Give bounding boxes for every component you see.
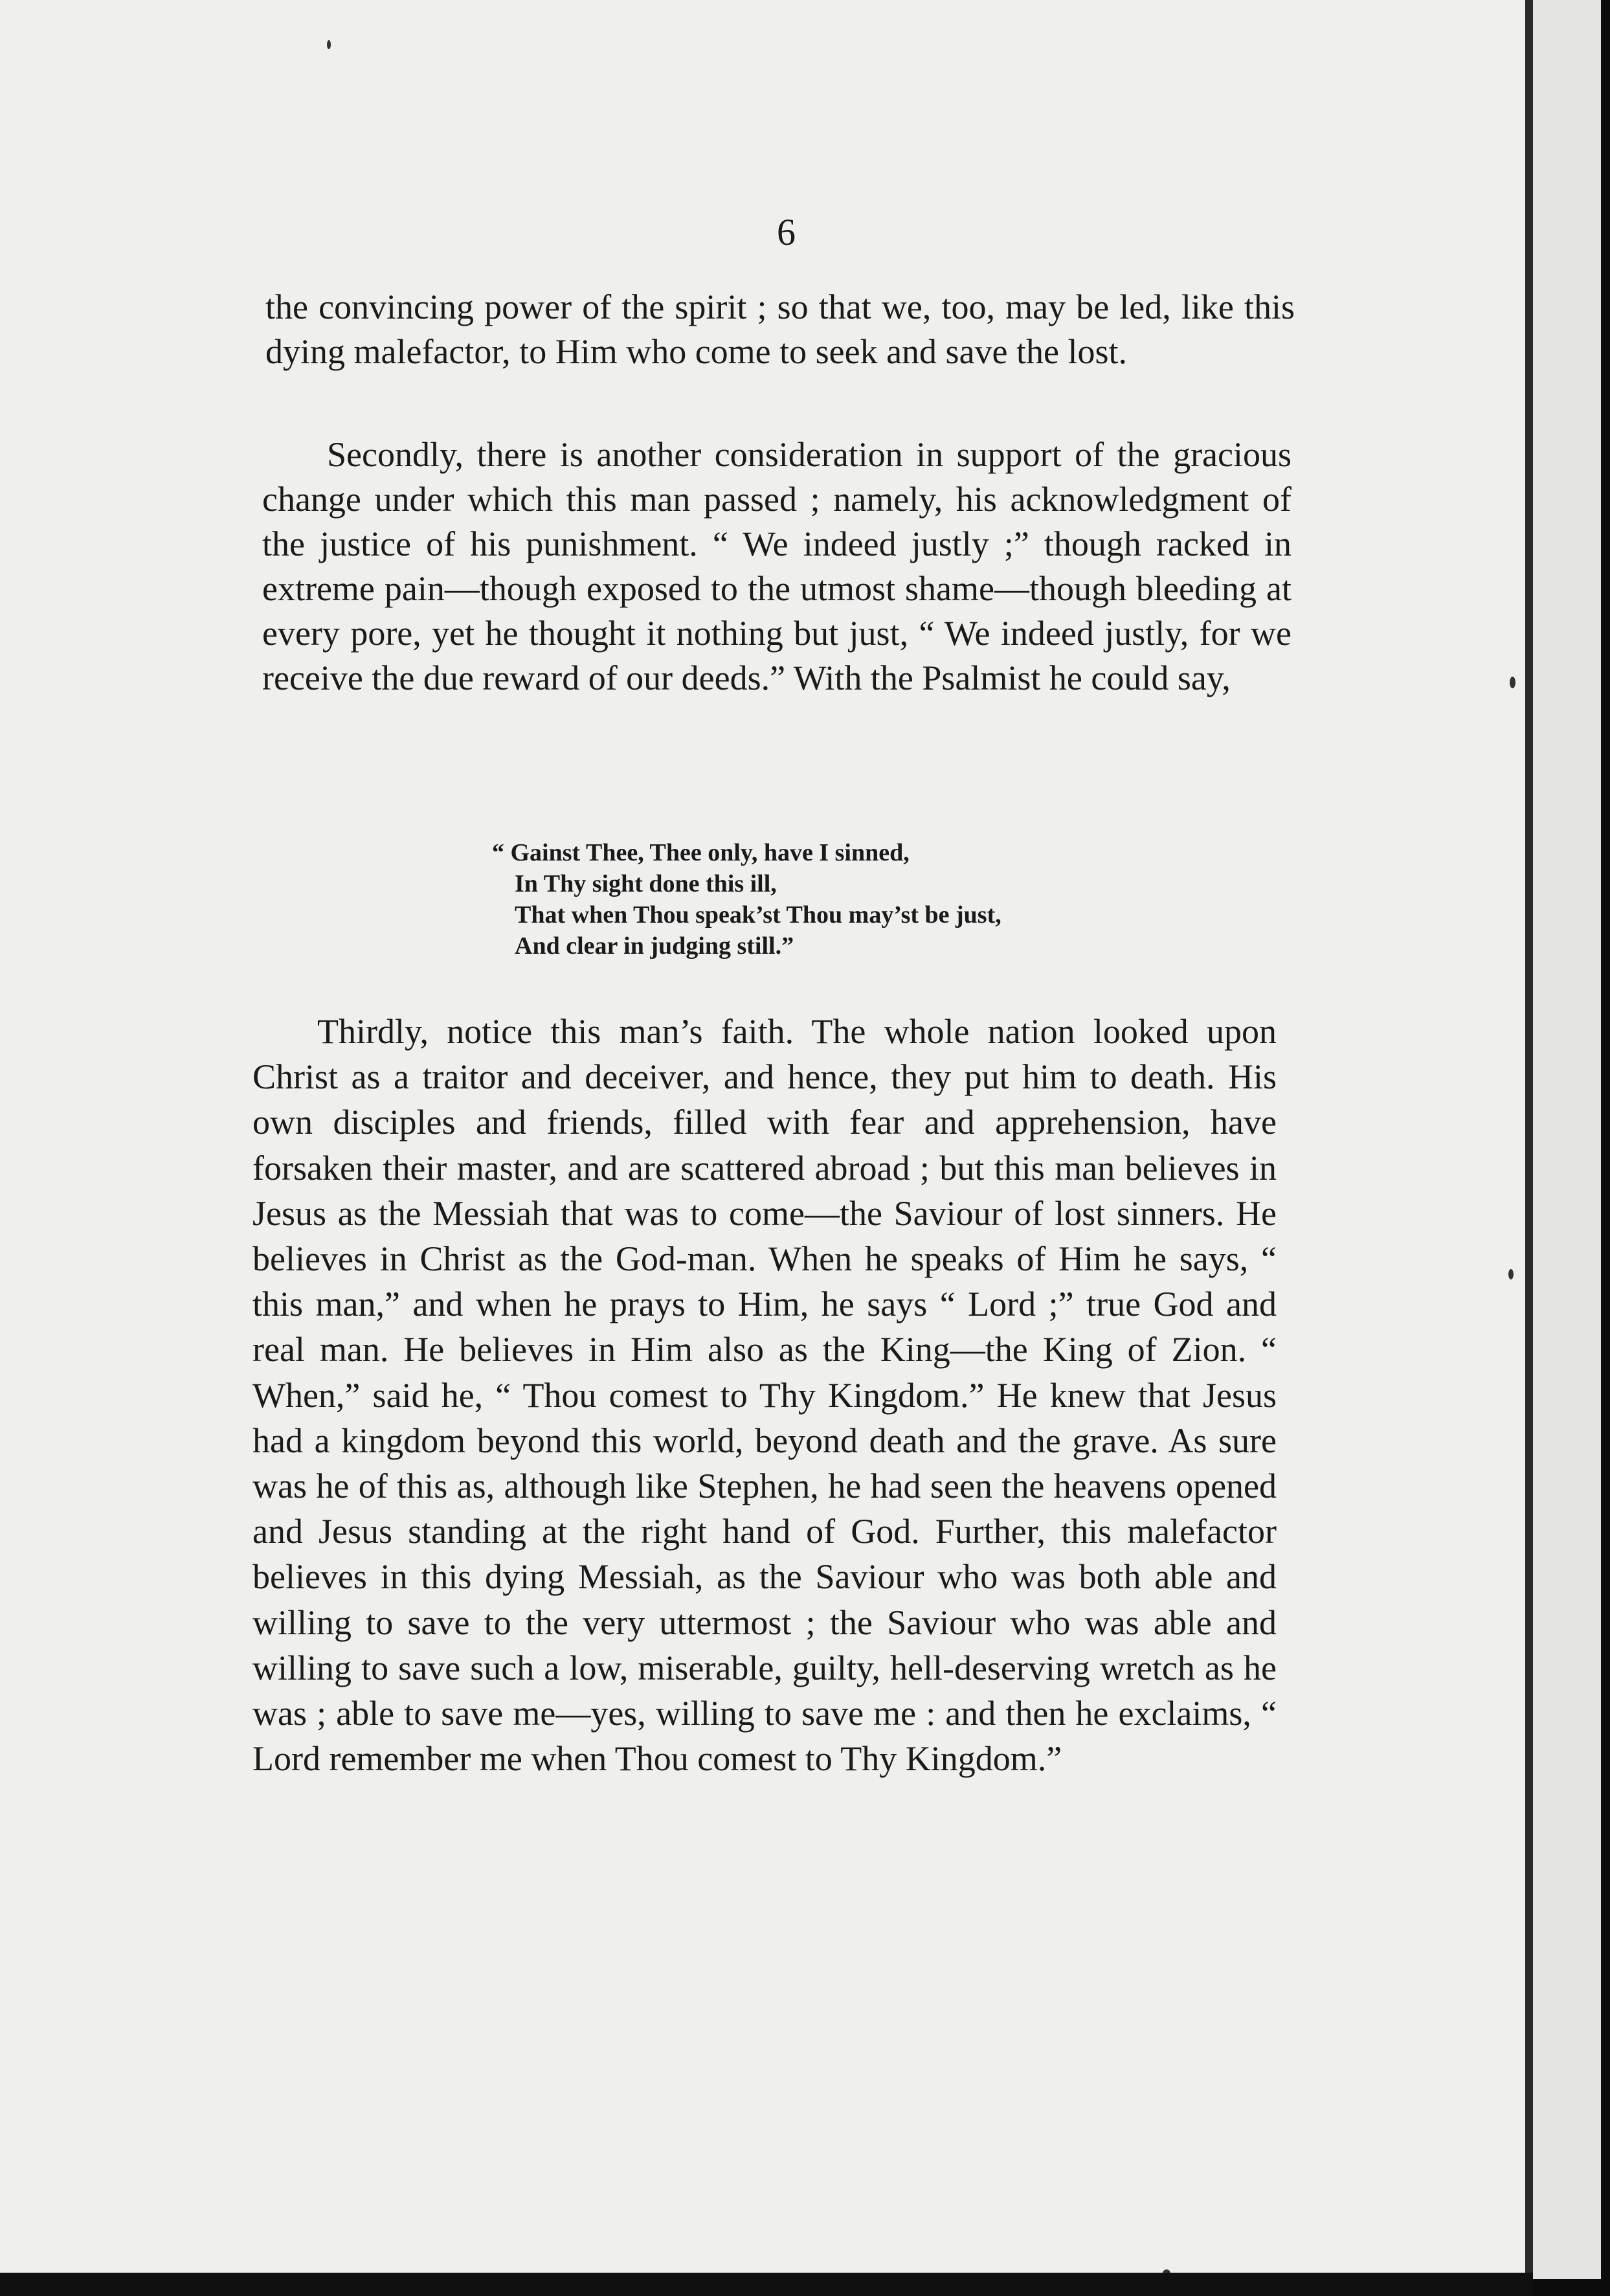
poem-line-2: In Thy sight done this ill, [515, 870, 777, 897]
ink-speck [1510, 677, 1515, 688]
paragraph-secondly: Secondly, there is another consideration in support of the gracious change under which this man passed ; namely, his acknowledgment of the justice of his punishment. “ We indeed justly ;” though racked in extreme pain—though exposed to the utmost shame—though bleeding at every pore, yet he thought it nothing but just, “ We indeed justly, for we receive the due reward of our deeds.” With the Psalmist he could say, [262, 435, 1291, 697]
page-number: 6 [777, 211, 796, 253]
paragraph-continuation: the convincing power of the spirit ; so that we, too, may be led, like this dying malefactor, to Him who come to seek and save the lost. [265, 287, 1295, 371]
poem-line-1: “ Gainst Thee, Thee only, have I sinned, [492, 839, 910, 866]
psalm-quotation [492, 837, 1204, 962]
poem-line-3: That when Thou speak’st Thou may’st be just, [515, 901, 1001, 929]
adjacent-page-edge [1533, 0, 1601, 2279]
ink-speck [327, 40, 331, 49]
scan-bottom-border [0, 2273, 1533, 2296]
paragraph-thirdly: Thirdly, notice this man’s faith. The whole nation looked upon Christ as a traitor and deceiver, and hence, they put him to death. His own disciples and friends, filled with fear and apprehension, have forsaken their master, and are scattered abroad ; but this man believes in Jesus as the Messiah that was to come—the Saviour of lost sinners. He believes in Christ as the God-man. When he speaks of Him he says, “ this man,” and when he prays to Him, he says “ Lord ;” true God and real man. He believes in Him also as the King—the King of Zion. “ When,” said he, “ Thou comest to Thy Kingdom.” He knew that Jesus had a kingdom beyond this world, beyond death and the grave. As sure was he of this as, although like Stephen, he had seen the heavens opened and Jesus standing at the right hand of God. Further, this malefactor believes in this dying Messiah, as the Saviour who was both able and willing to save to the very uttermost ; the Saviour who was able and willing to save such a low, miserable, guilty, hell-deserving wretch as he was ; able to save me—yes, willing to save me : and then he exclaims, “ Lord remember me when Thou comest to Thy Kingdom.” [252, 1012, 1277, 1779]
page-fold-shadow [1525, 0, 1533, 2296]
ink-speck [1508, 1269, 1514, 1279]
poem-line-4: And clear in judging still.” [515, 932, 794, 960]
